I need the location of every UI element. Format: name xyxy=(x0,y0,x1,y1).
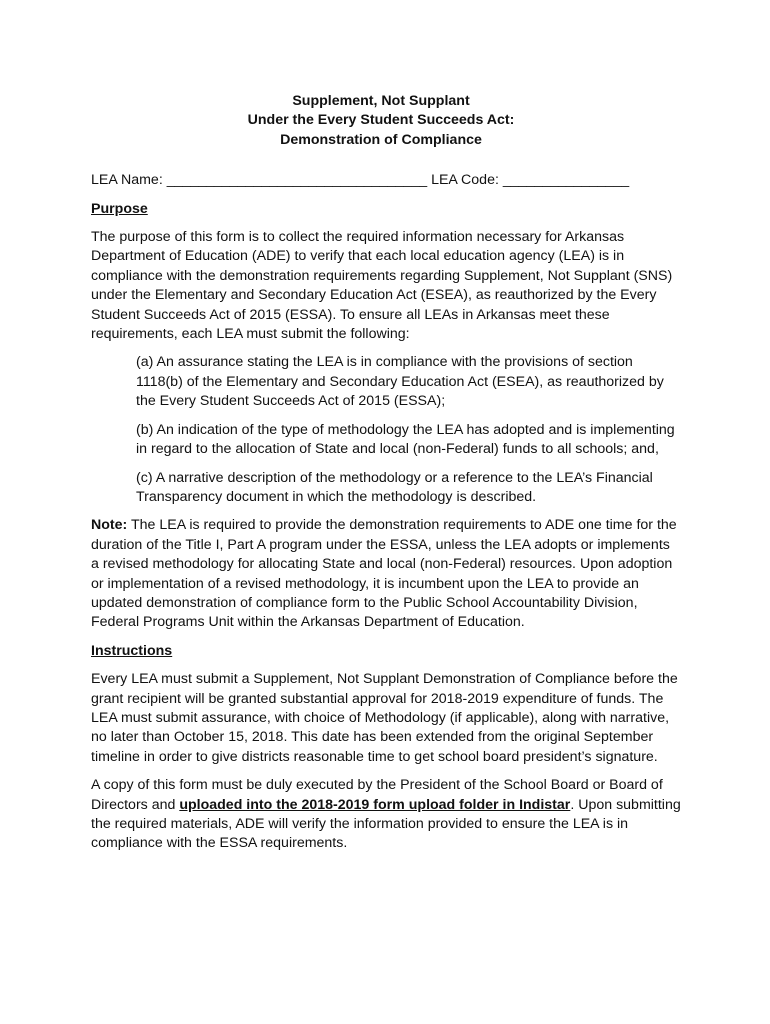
title-line-1: Supplement, Not Supplant xyxy=(292,93,470,109)
title-line-3: Demonstration of Compliance xyxy=(280,131,482,148)
instructions-heading: Instructions xyxy=(91,642,173,659)
lea-code-field[interactable]: ________________ xyxy=(502,172,630,189)
title-line-2: Under the Every Student Succeeds Act: xyxy=(247,112,515,129)
note-label: Note: xyxy=(91,517,128,534)
requirement-item-b: (b) An indication of the type of methodology the LEA has adopted and is implementing in regard to the allocation of State and local (non-Federal) funds to all schools; and, xyxy=(136,421,675,458)
instructions-paragraph-2 xyxy=(91,776,681,854)
note-text: The LEA is required to provide the demonstration requirements to ADE one time for the duration of the Title I, Part A program under the ESSA, unless the LEA adopts or implements a revised methodology for allocating State and local (non-Federal) resources. Upon adoption or implementation of a revised methodology, it is incumbent upon the LEA to provide an updated demonstration of compliance form to the Public School Accountability Division, Federal Programs Unit within the Arkansas Department of Education. xyxy=(91,517,677,631)
document-page xyxy=(91,92,681,854)
requirement-item-c: (c) A narrative description of the methodology or a reference to the LEA’s Financial Transparency document in which the methodology is described. xyxy=(136,469,653,505)
lea-name-label: LEA Name: xyxy=(91,172,163,189)
lea-fields-line xyxy=(91,171,681,190)
lea-name-field[interactable]: _________________________________ xyxy=(166,172,428,189)
document-title xyxy=(81,92,681,150)
purpose-intro: The purpose of this form is to collect the required information necessary for Arkansas Department of Education (ADE) to verify that each local education agency (LEA) is in compliance with the demonstration requirements regarding Supplement, Not Supplant (SNS) under the Elementary and Secondary Education Act (ESEA), as reauthorized by the Every Student Succeeds Act of 2015 (ESSA). To ensure all LEAs in Arkansas meet these requirements, each LEA must submit the following: xyxy=(91,229,673,343)
requirement-item-a: (a) An assurance stating the LEA is in compliance with the provisions of section 1118(b) of the Elementary and Secondary Education Act (ESEA), as reauthorized by the Every Student Succeeds Act of 2015 (ESSA); xyxy=(136,354,664,410)
purpose-heading: Purpose xyxy=(91,200,148,217)
lea-code-label: LEA Code: xyxy=(431,172,499,189)
instructions-paragraph-1: Every LEA must submit a Supplement, Not Supplant Demonstration of Compliance before the grant recipient will be granted substantial approval for 2018-2019 expenditure of funds. The LEA must submit assurance, with choice of Methodology (if applicable), along with narrative, no later than October 15, 2018. This date has been extended from the original September timeline in order to give districts reasonable time to get school board president’s signature. xyxy=(91,671,678,765)
indistar-upload-link[interactable]: uploaded into the 2018-2019 form upload folder in Indistar xyxy=(179,796,571,813)
instructions-text-before-link: A copy of this form must be duly executed by the President of the School Board or Board of Directors and xyxy=(91,777,663,813)
instructions-text-after-link: . Upon submitting the required materials, ADE will verify the information provided to ensure the LEA is in compliance with the ESSA requirements. xyxy=(91,796,681,852)
note-paragraph xyxy=(91,516,681,632)
